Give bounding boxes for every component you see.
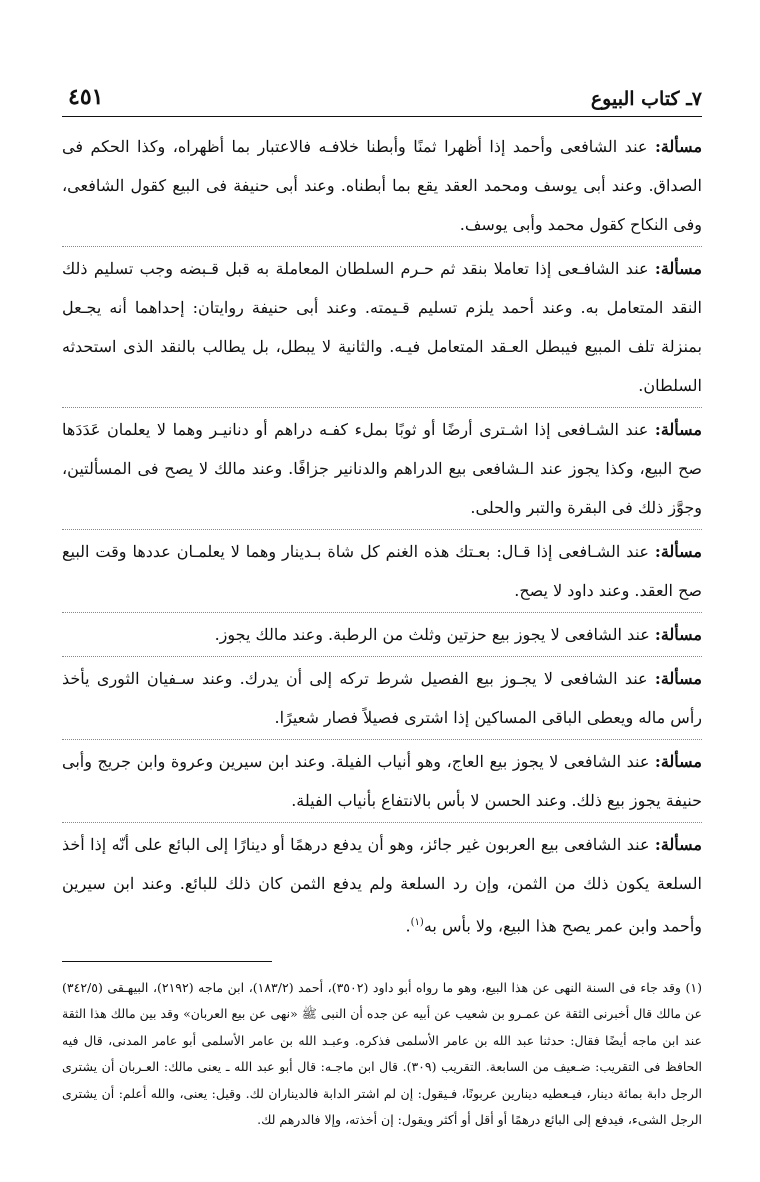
entry-text: عند الشافعى وأحمد إذا أظهرا ثمنًا وأبطنا خلافـه فالاعتبار بما أظهراه، وكذا الحكم فى الصداق. وعند أبى يوسف ومحمد العقد يقع بما أبطناه. وعند أبى حنيفة فى البيع كقول الشافعى، وفى النكاح كقول محمد وأبى يوسف.	[62, 137, 702, 234]
entry-1	[62, 127, 702, 247]
entry-term: مسألة:	[654, 669, 702, 688]
page-number: ٤٥١	[68, 84, 104, 110]
entry-term: مسألة:	[654, 625, 702, 644]
entry-2	[62, 249, 702, 408]
running-header	[62, 70, 702, 117]
footnote-ref[interactable]: (١)	[410, 917, 424, 928]
entry-7	[62, 742, 702, 823]
entry-text: عند الشافعى لا يجوز بيع العاج، وهو أنياب الفيلة. وعند ابن سيرين وعروة وابن جريج وأبى حنيفة يجوز بيع ذلك. وعند الحسن لا بأس بالانتفاع بأنياب الفيلة.	[62, 752, 702, 810]
entry-3	[62, 410, 702, 530]
entry-text: عند الشافعى بيع العربون غير جائز، وهو أن يدفع درهمًا أو دينارًا إلى البائع على أنّه إذا أخذ السلعة يكون ذلك من الثمن، وإن رد السلعة ولم يدفع الثمن كان ذلك للبائع. وعند ابن سيرين وأحمد وابن عمر يصح هذا البيع، ولا بأس به	[62, 835, 702, 936]
entry-text: عند الشـافعى إذا اشـترى أرضًا أو ثوبًا بملء كفـه دراهم أو دنانيـر وهما لا يعلمان عَدَدَها صح البيع، وكذا يجوز عند الـشافعى بيع الدراهم والدنانير جزافًا. وعند مالك لا يصح فى المسألتين، وجوَّز ذلك فى البقرة والتبر والحلى.	[62, 420, 702, 517]
book-page	[62, 70, 702, 1146]
chapter-title: ٧ـ كتاب البيوع	[590, 88, 702, 110]
entry-end: .	[405, 916, 411, 936]
entry-6	[62, 659, 702, 740]
entries	[62, 127, 702, 947]
entry-text: عند الشـافعى إذا قـال: بعـتك هذه الغنم كل شاة بـدينار وهما لا يعلمـان عددها وقت البيع صح العقد. وعند داود لا يصح.	[62, 542, 702, 600]
entry-text: عند الشافعى لا يجـوز بيع الفصيل شرط تركه إلى أن يدرك. وعند سـفيان الثورى يأخذ رأس ماله ويعطى الباقى المساكين إذا اشترى فصيلاً فصار شعيرًا.	[62, 669, 702, 727]
entry-term: مسألة:	[654, 835, 702, 854]
entry-4	[62, 532, 702, 613]
entry-text: عند الشافـعى إذا تعاملا بنقد ثم حـرم السلطان المعاملة به قبل قـبضه وجب تسليم ذلك النقد المتعامل به. وعند أحمد يلزم تسليم قـيمته. وعند أبى حنيفة روايتان: إحداهما أنه يجـعل بمنزلة تلف المبيع فيبطل العـقد المتعامل فيـه. والثانية لا يبطل، بل يطالب بالنقد الذى استحدثه السلطان.	[62, 259, 702, 395]
entry-term: مسألة:	[654, 137, 703, 156]
entry-term: مسألة:	[654, 420, 702, 439]
entry-text: عند الشافعى لا يجوز بيع حزتين وثلث من الرطبة. وعند مالك يجوز.	[214, 625, 655, 644]
footnote: (١) وقد جاء فى السنة النهى عن هذا البيع، وهو ما رواه أبو داود (٣٥٠٢)، أحمد (١٨٣/٢)، ابن ماجه (٢١٩٢)، البيهـقى (٣٤٢/٥) عن مالك قال أخبرنى الثقة عن عمـرو بن شعيب عن أبيه عن جده أن النبى ﷺ «نهى عن بيع العربان» وقد بين مالك هذا الثقة عند ابن ماجه أيضًا فقال: حدثنا عبد الله بن عامر الأسلمى فذكره. وعبـد الله بن عامر الأسلمى أبو عامر المدنى، قال فيه الحافظ فى التقريب: ضـعيف من السابعة. التقريب (٣٠٩). قال ابن ماجـه: قال أبو عبد الله ـ يعنى مالك: العـربان أن يشترى الرجل دابة بمائة دينار، فيـعطيه دينارين عربونًا، فـيقول: إن لم اشتر الدابة فالديناران لك. وقيل: يعنى، والله أعلم: أن يشترى الرجل الشىء، فيدفع إلى البائع درهمًا أو أقل أو أكثر ويقول: إن أخذته، وإلا فالدرهم لك.	[62, 979, 703, 1128]
footnote-separator	[62, 961, 272, 962]
entry-term: مسألة:	[654, 752, 702, 771]
entry-8	[62, 825, 702, 947]
entry-term: مسألة:	[654, 259, 702, 278]
entry-5	[62, 615, 702, 657]
entry-term: مسألة:	[654, 542, 702, 561]
